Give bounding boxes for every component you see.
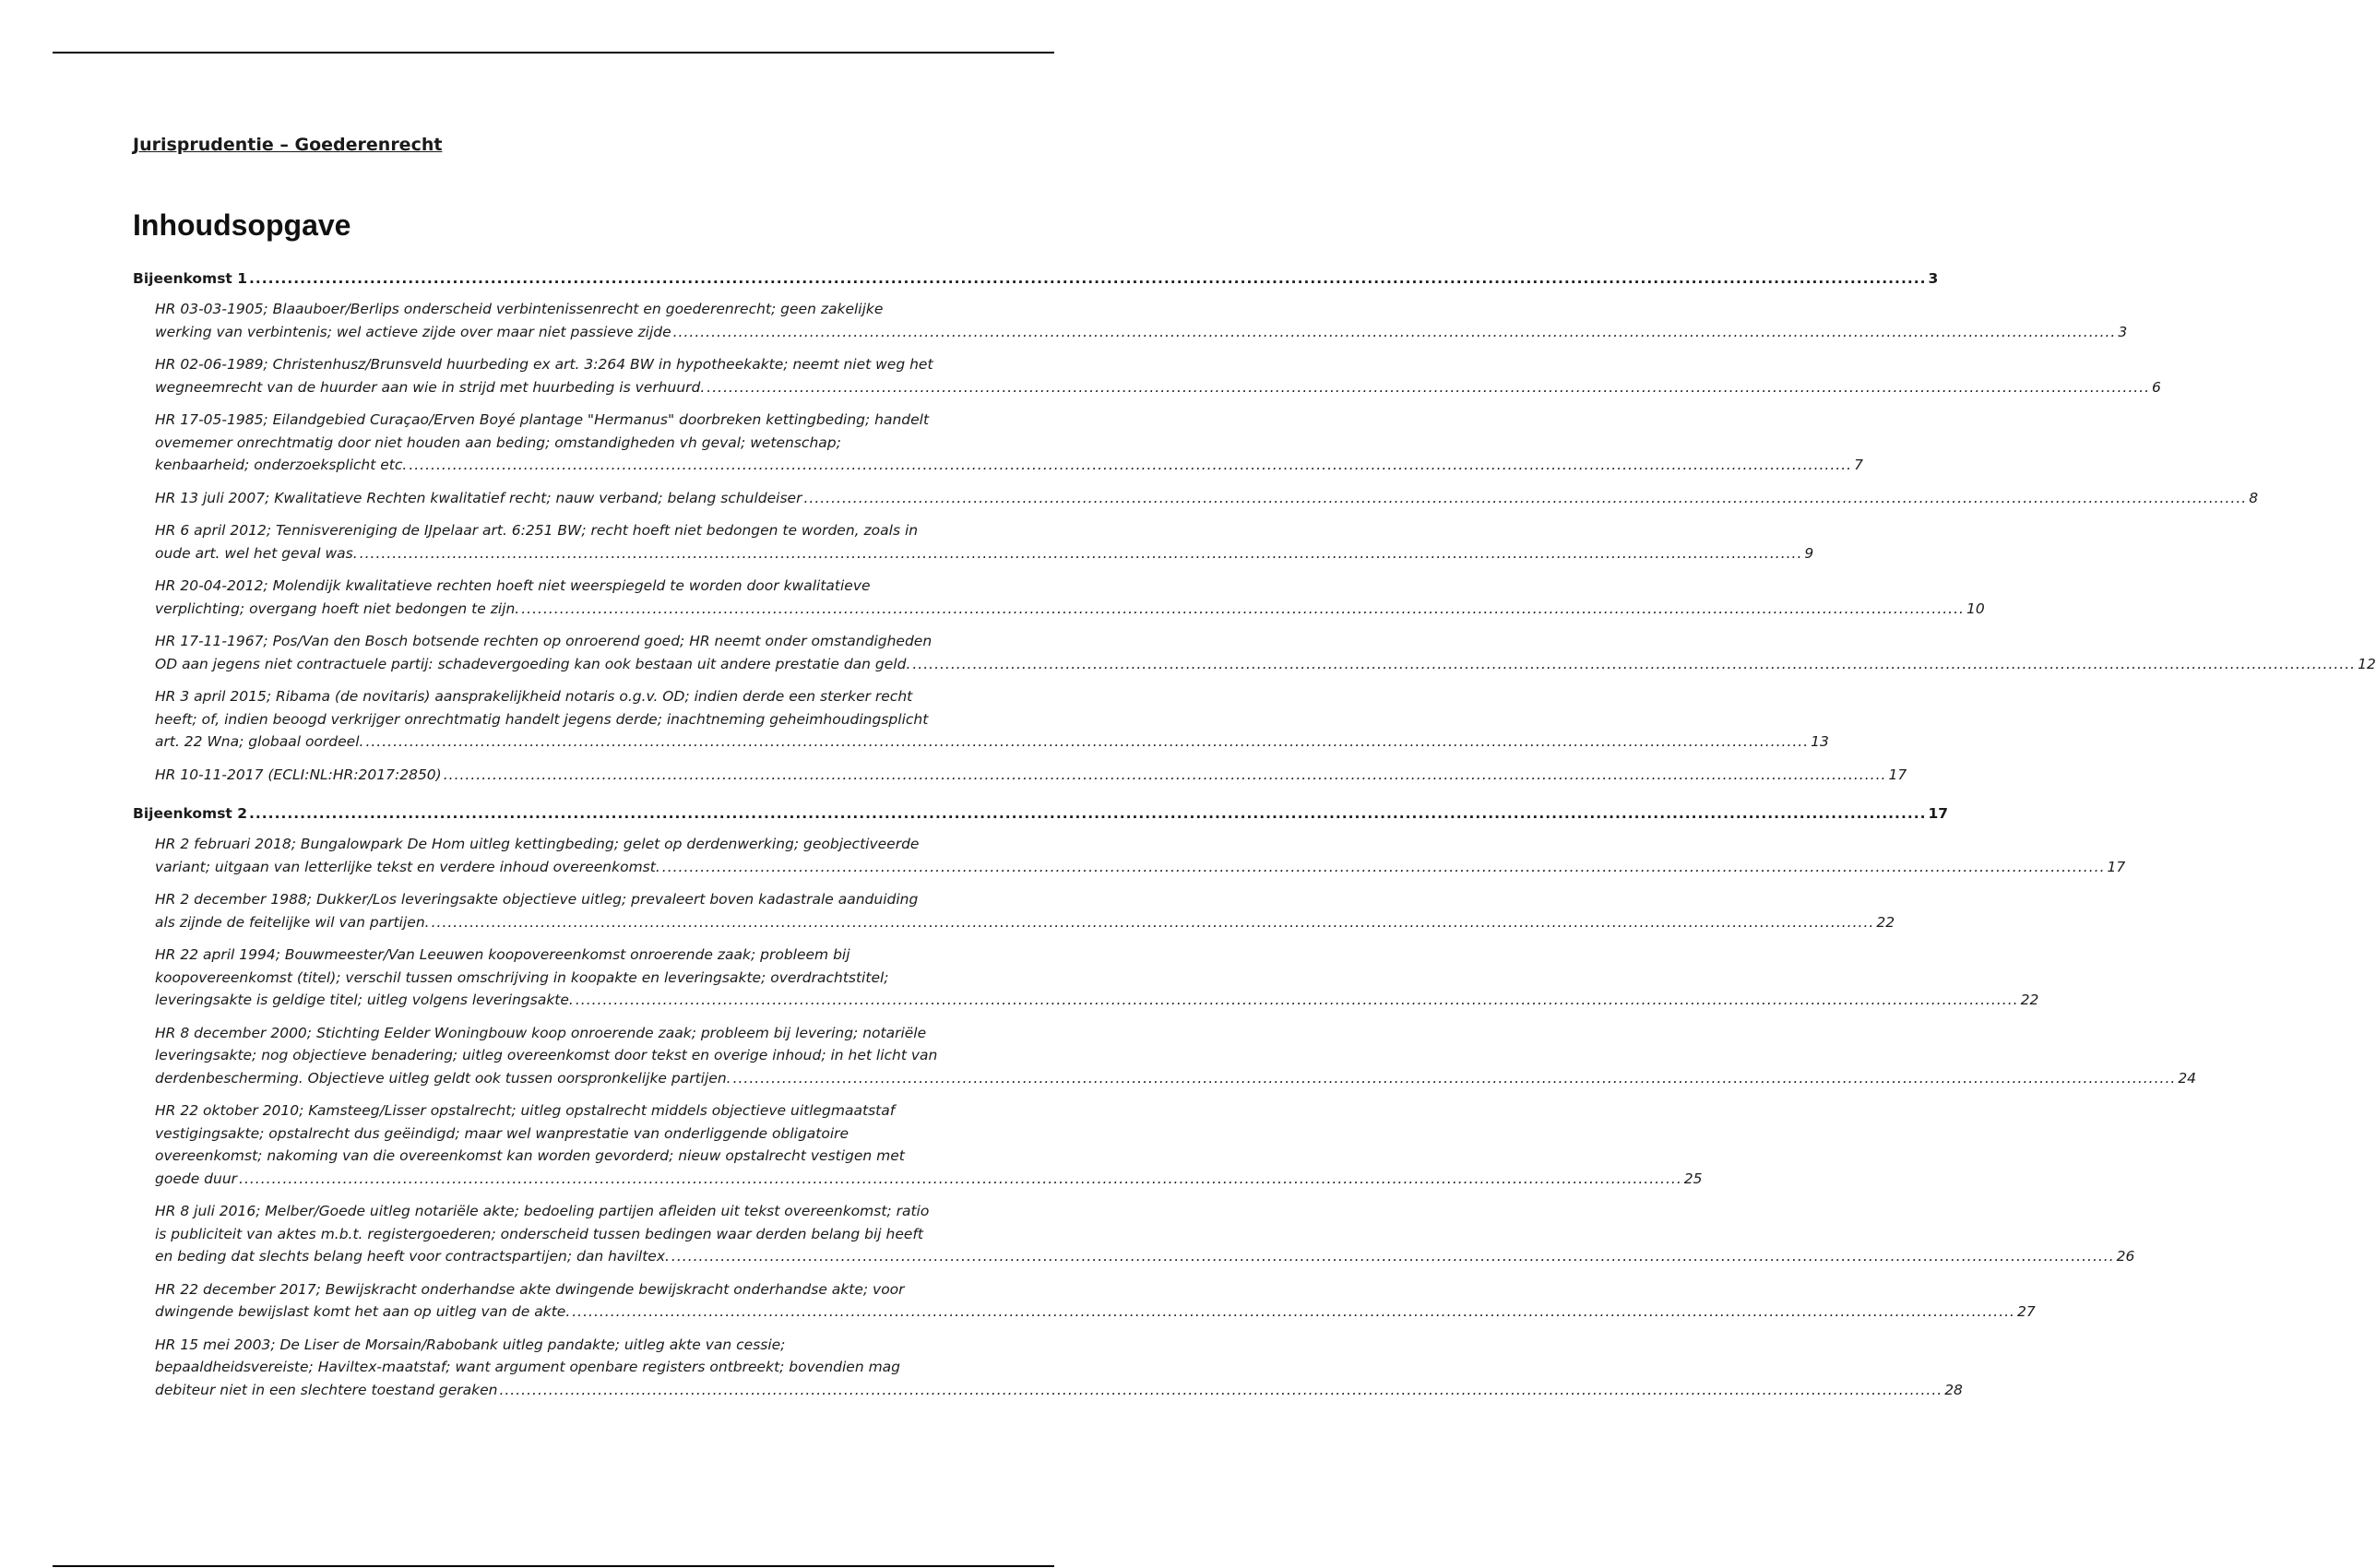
toc-entry[interactable]	[155, 1200, 2135, 1268]
dot-leader	[912, 653, 2356, 676]
dot-leader	[662, 856, 2106, 879]
toc-entry[interactable]	[155, 833, 2126, 878]
document-title: Jurisprudentie – Goederenrecht	[133, 135, 443, 155]
dot-leader	[444, 764, 1887, 787]
dot-leader	[707, 376, 2150, 399]
toc-entry-text: derdenbescherming. Objectieve uitleg geldt ook tussen oorspronkelijke partijen.	[155, 1069, 731, 1087]
dot-leader	[249, 802, 1926, 825]
toc-entry[interactable]	[155, 764, 1907, 787]
toc-entry[interactable]	[155, 1334, 1963, 1402]
toc-page-number: 26	[2116, 1248, 2135, 1265]
toc-entry-text: en beding dat slechts belang heeft voor contractspartijen; dan haviltex.	[155, 1248, 670, 1265]
toc-entry-text: goede duur	[155, 1170, 238, 1187]
table-of-contents	[133, 267, 2376, 1401]
toc-entry-text: HR 22 december 2017; Bewijskracht onderhandse akte dwingende bewijskracht onderhandse akte; voor	[155, 1280, 905, 1298]
toc-entry-text: debiteur niet in een slechtere toestand geraken	[155, 1381, 498, 1398]
toc-page-number: 7	[1854, 457, 1863, 473]
dot-leader	[673, 321, 2117, 344]
toc-page-number: 22	[2020, 992, 2039, 1008]
bottom-rule	[53, 1565, 1054, 1567]
toc-entry[interactable]	[155, 487, 2259, 510]
toc-entry-text: verplichting; overgang hoeft niet bedongen te zijn.	[155, 600, 520, 617]
toc-entry-text: HR 22 april 1994; Bouwmeester/Van Leeuwen koopovereenkomst onroerende zaak; probleem bij	[155, 946, 850, 963]
toc-entry-text: wegneemrecht van de huurder aan wie in strijd met huurbeding is verhuurd.	[155, 378, 706, 396]
toc-entry-text: HR 03-03-1905; Blaauboer/Berlips onderscheid verbintenissenrecht en goederenrecht; geen zakelijke	[155, 301, 884, 317]
dot-leader	[572, 1301, 2015, 1324]
dot-leader	[733, 1067, 2177, 1090]
toc-page-number: 13	[1811, 733, 1829, 750]
dot-leader	[521, 598, 1965, 621]
toc-page-number: 3	[1928, 270, 1939, 287]
toc-entry-text: HR 17-11-1967; Pos/Van den Bosch botsende rechten op onroerend goed; HR neemt onder omstandigheden	[155, 633, 933, 649]
dot-leader	[432, 911, 1875, 934]
toc-entry-text: heeft; of, indien beoogd verkrijger onrechtmatig handelt jegens derde; inachtneming geheimhoudingsplicht	[155, 710, 929, 728]
toc-entry-text: HR 8 december 2000; Stichting Eelder Woningbouw koop onroerende zaak; probleem bij levering; notariële	[155, 1024, 927, 1041]
toc-entry[interactable]	[155, 575, 1985, 620]
toc-entry-text: is publiciteit van aktes m.b.t. registergoederen; onderscheid tussen bedingen waar derden belang bij heeft	[155, 1225, 923, 1242]
dot-leader	[499, 1379, 1942, 1402]
toc-entry[interactable]	[155, 519, 1814, 564]
toc-page-number: 17	[1928, 805, 1949, 822]
toc-entry-text: werking van verbintenis; wel actieve zijde over maar niet passieve zijde	[155, 323, 671, 340]
toc-entry-text: HR 17-05-1985; Eilandgebied Curaçao/Erven Boyé plantage "Hermanus" doorbreken kettingbeding; handelt	[155, 411, 930, 428]
toc-entry[interactable]	[155, 1278, 2036, 1324]
toc-page-number: 3	[2118, 323, 2128, 340]
toc-heading: Inhoudsopgave	[133, 208, 351, 242]
toc-page-number: 27	[2016, 1303, 2036, 1320]
toc-entry-text: art. 22 Wna; globaal oordeel.	[155, 733, 364, 750]
toc-entry-text: HR 10-11-2017 (ECLI:NL:HR:2017:2850)	[155, 766, 442, 783]
toc-entry-text: koopovereenkomst (titel); verschil tussen omschrijving in koopakte en leveringsakte; overdrachtstitel;	[155, 968, 889, 986]
toc-entry-text: HR 13 juli 2007; Kwalitatieve Rechten kwalitatief recht; nauw verband; belang schuldeiser	[155, 489, 802, 506]
dot-leader	[409, 454, 1852, 477]
toc-entry-text: variant; uitgaan van letterlijke tekst en verdere inhoud overeenkomst.	[155, 858, 660, 875]
toc-entry-text: HR 2 februari 2018; Bungalowpark De Hom uitleg kettingbeding; gelet op derdenwerking; geobjectiveerde	[155, 836, 920, 852]
toc-entry[interactable]	[155, 944, 2039, 1012]
dot-leader	[249, 267, 1926, 290]
toc-entry-text: kenbaarheid; onderzoeksplicht etc.	[155, 457, 408, 473]
dot-leader	[239, 1168, 1682, 1191]
toc-entry-text: HR 15 mei 2003; De Liser de Morsain/Rabobank uitleg pandakte; uitleg akte van cessie;	[155, 1336, 786, 1353]
toc-entry-text: HR 22 oktober 2010; Kamsteeg/Lisser opstalrecht; uitleg opstalrecht middels objectieve uitlegmaatstaf	[155, 1102, 896, 1119]
toc-entry[interactable]	[155, 630, 2376, 675]
toc-entry-text: als zijnde de feitelijke wil van partijen.	[155, 913, 430, 931]
toc-section[interactable]	[133, 267, 1939, 290]
top-rule	[53, 52, 1054, 53]
toc-section-label: Bijeenkomst 1	[133, 270, 248, 287]
toc-entry[interactable]	[155, 888, 1895, 933]
toc-page-number: 17	[1888, 766, 1907, 783]
toc-entry[interactable]	[155, 1099, 1703, 1190]
toc-entry-text: dwingende bewijslast komt het aan op uitleg van de akte.	[155, 1303, 571, 1320]
toc-page-number: 28	[1944, 1381, 1963, 1398]
toc-section-label: Bijeenkomst 2	[133, 805, 248, 822]
toc-entry-text: bepaaldheidsvereiste; Haviltex-maatstaf; want argument openbare registers ontbreekt; bovendien mag	[155, 1359, 901, 1375]
toc-entry-text: HR 20-04-2012; Molendijk kwalitatieve rechten hoeft niet weerspiegeld te worden door kwalitatieve	[155, 577, 871, 594]
toc-entry-text: vestigingsakte; opstalrecht dus geëindigd; maar wel wanprestatie van onderliggende obligatoire	[155, 1124, 849, 1142]
toc-entry-text: oude art. wel het geval was.	[155, 544, 358, 562]
toc-entry-text: HR 02-06-1989; Christenhusz/Brunsveld huurbeding ex art. 3:264 BW in hypotheekakte; neemt niet weg het	[155, 356, 933, 373]
toc-entry-text: leveringsakte is geldige titel; uitleg volgens leveringsakte.	[155, 992, 574, 1008]
toc-page-number: 17	[2107, 858, 2126, 875]
toc-page-number: 22	[1876, 913, 1895, 931]
toc-entry-text: overeenkomst; nakoming van die overeenkomst kan worden gevorderd; nieuw opstalrecht vestigen met	[155, 1147, 905, 1164]
toc-page-number: 9	[1804, 544, 1814, 562]
toc-entry-text: leveringsakte; nog objectieve benadering; uitleg overeenkomst door tekst en overige inhoud; in het licht van	[155, 1047, 938, 1063]
toc-entry-text: OD aan jegens niet contractuele partij: schadevergoeding kan ook bestaan uit andere prestatie dan geld.	[155, 655, 911, 672]
toc-entry-text: HR 2 december 1988; Dukker/Los leveringsakte objectieve uitleg; prevaleert boven kadastrale aanduiding	[155, 891, 919, 908]
dot-leader	[360, 542, 1803, 565]
toc-entry[interactable]	[155, 685, 1829, 754]
dot-leader	[803, 487, 2247, 510]
toc-entry[interactable]	[155, 1022, 2197, 1090]
toc-page-number: 25	[1683, 1170, 1703, 1187]
toc-entry-text: ovememer onrechtmatig door niet houden aan beding; omstandigheden vh geval; wetenschap;	[155, 434, 841, 451]
dot-leader	[671, 1245, 2115, 1268]
toc-page-number: 10	[1966, 600, 1985, 617]
toc-section[interactable]	[133, 802, 1949, 825]
dot-leader	[576, 989, 2019, 1012]
toc-entry-text: HR 6 april 2012; Tennisvereniging de IJpelaar art. 6:251 BW; recht hoeft niet bedongen te worden, zoals in	[155, 522, 919, 539]
toc-entry[interactable]	[155, 353, 2161, 398]
toc-page-number: 12	[2358, 655, 2376, 672]
toc-entry[interactable]	[155, 409, 1863, 477]
toc-entry-text: HR 3 april 2015; Ribama (de novitaris) aansprakelijkheid notaris o.g.v. OD; indien derde een sterker recht	[155, 688, 913, 705]
toc-page-number: 24	[2178, 1069, 2197, 1087]
toc-entry[interactable]	[155, 298, 2128, 343]
toc-page-number: 6	[2152, 378, 2161, 396]
toc-entry-text: HR 8 juli 2016; Melber/Goede uitleg notariële akte; bedoeling partijen afleiden uit tekst overeenkomst; ratio	[155, 1203, 930, 1219]
toc-page-number: 8	[2249, 489, 2259, 506]
dot-leader	[365, 731, 1809, 754]
